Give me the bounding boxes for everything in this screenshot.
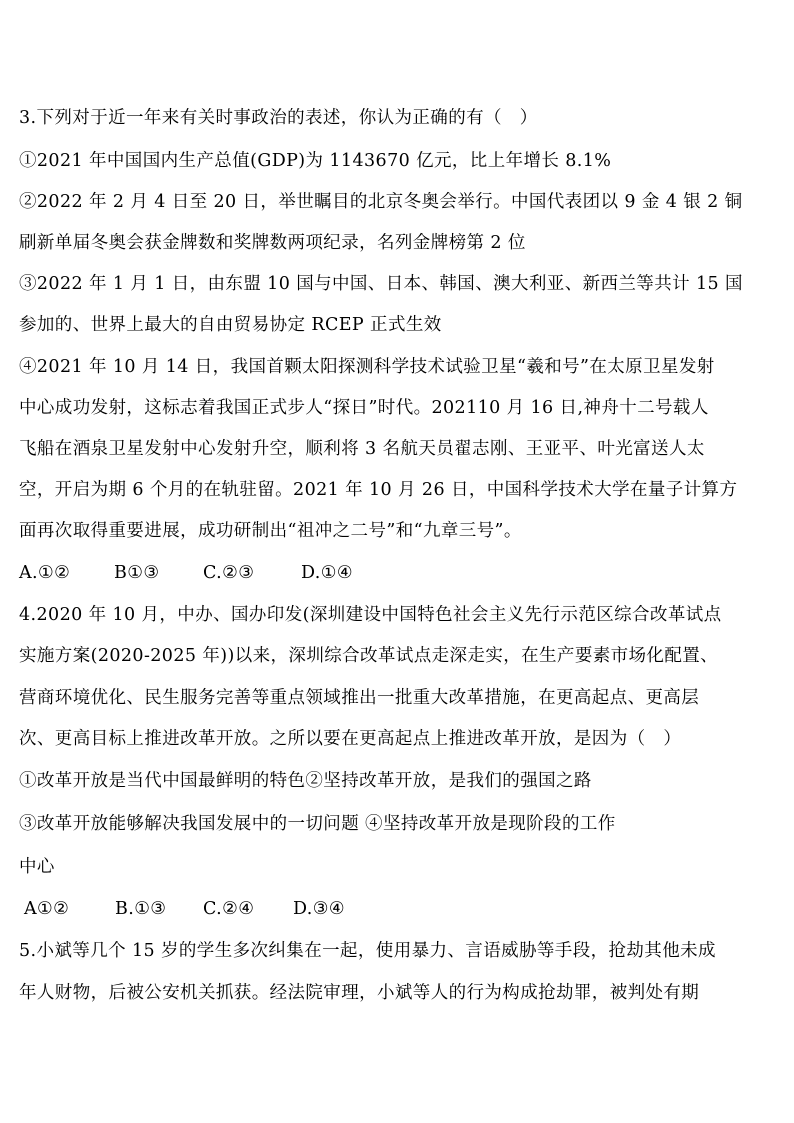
question-4-stem-cont: 次、更高目标上推进改革开放。之所以要在更高起点上推进改革开放，是因为（ ） xyxy=(19,729,682,749)
question-3-item-4-cont: 中心成功发射，这标志着我国正式步人“探日”时代。202110 月 16 日,神舟十二号载人 xyxy=(19,398,709,418)
question-4-stem-cont: 营商环境优化、民生服务完善等重点领域推出一批重大改革措施，在更高起点、更高层 xyxy=(19,688,700,708)
option-d: D.①④ xyxy=(301,563,353,583)
question-4-items: ①改革开放是当代中国最鲜明的特色②坚持改革开放，是我们的强国之路 xyxy=(19,771,592,791)
question-4-stem-cont: 实施方案(2020-2025 年))以来，深圳综合改革试点走深走实，在生产要素市场化配置、 xyxy=(19,646,719,666)
question-3-item-2-cont: 刷新单届冬奥会获金牌数和奖牌数两项纪录，名列金牌榜第 2 位 xyxy=(19,233,526,253)
question-4-items-cont: 中心 xyxy=(19,857,55,877)
question-3-item-3-cont: 参加的、世界上最大的自由贸易协定 RCEP 正式生效 xyxy=(19,315,442,335)
question-5-stem: 5.小斌等几个 15 岁的学生多次纠集在一起，使用暴力、言语威胁等手段，抢劫其他未成 xyxy=(19,941,716,961)
option-c: C.②④ xyxy=(203,899,255,919)
option-b: B①③ xyxy=(114,563,160,583)
option-d: D.③④ xyxy=(293,899,345,919)
option-a: A.①② xyxy=(19,563,71,583)
question-3-stem: 3.下列对于近一年来有关时事政治的表述，你认为正确的有（ ） xyxy=(19,108,538,128)
question-3-item-3: ③2022 年 1 月 1 日，由东盟 10 国与中国、日本、韩国、澳大利亚、新西兰等共计 15 国 xyxy=(19,274,743,294)
question-5-stem-cont: 年人财物，后被公安机关抓获。经法院审理，小斌等人的行为构成抢劫罪，被判处有期 xyxy=(19,983,700,1003)
option-b: B.①③ xyxy=(115,899,167,919)
question-3-item-4-cont: 飞船在酒泉卫星发射中心发射升空，顺利将 3 名航天员翟志刚、王亚平、叶光富送人太 xyxy=(19,439,705,459)
question-3-item-4-cont: 空，开启为期 6 个月的在轨驻留。2021 年 10 月 26 日，中国科学技术大学在量子计算方 xyxy=(19,480,738,500)
question-4-items: ③改革开放能够解决我国发展中的一切问题 ④坚持改革开放是现阶段的工作 xyxy=(19,814,616,834)
question-4-stem: 4.2020 年 10 月，中办、国办印发(深圳建设中国特色社会主义先行示范区综合改革试点 xyxy=(19,605,722,625)
question-3-item-2: ②2022 年 2 月 4 日至 20 日，举世瞩目的北京冬奥会举行。中国代表团以 9 金 4 银 2 铜 xyxy=(19,192,743,212)
question-3-item-4-cont: 面再次取得重要进展，成功研制出“祖冲之二号”和“九章三号”。 xyxy=(19,521,522,541)
question-3-item-4: ④2021 年 10 月 14 日，我国首颗太阳探测科学技术试验卫星“羲和号”在太原卫星发射 xyxy=(19,357,715,377)
question-3-item-1: ①2021 年中国国内生产总值(GDP)为 1143670 亿元，比上年增长 8.1% xyxy=(19,151,612,171)
option-a: A①② xyxy=(24,899,70,919)
option-c: C.②③ xyxy=(203,563,255,583)
